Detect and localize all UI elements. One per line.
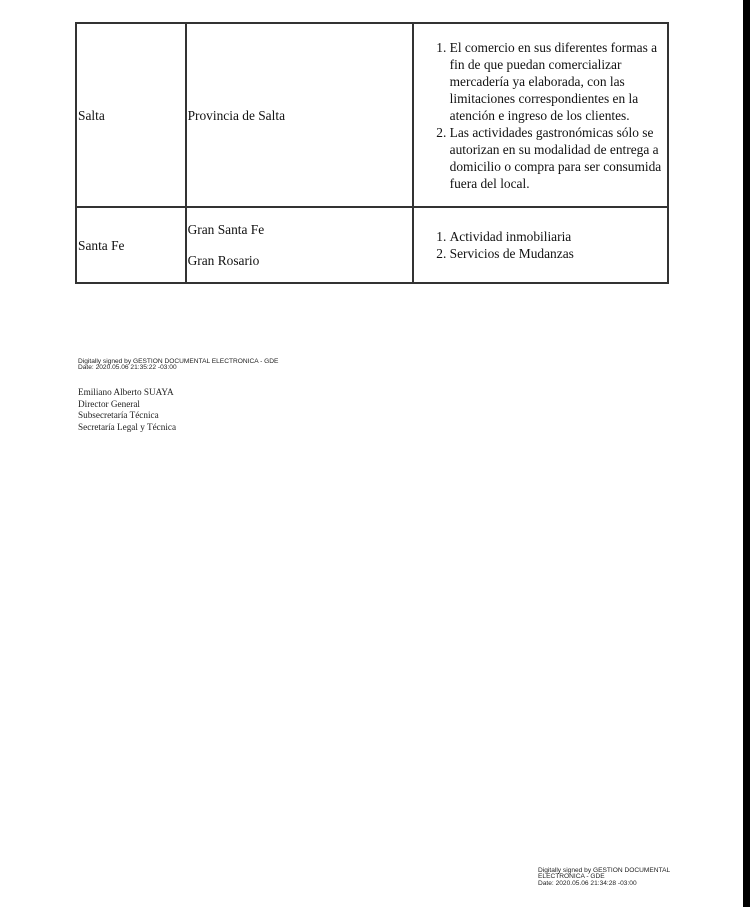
signer-role: Director General xyxy=(78,398,140,409)
regions-table xyxy=(75,22,669,284)
signature-line: Digitally signed by GESTION DOCUMENTAL ELECTRONICA - GDE xyxy=(78,358,279,365)
signer-office: Secretaría Legal y Técnica xyxy=(78,421,177,432)
province-cell: Salta xyxy=(76,23,186,207)
area-cell xyxy=(186,207,413,283)
activities-cell xyxy=(413,207,668,283)
list-item: 2. Las actividades gastronómicas sólo se autorizan en su modalidad de entrega a domicilio o compra para ser consumida fuera del local. xyxy=(450,124,663,192)
digital-signature-stamp xyxy=(78,359,278,372)
activities-list xyxy=(414,39,667,192)
province-cell: Santa Fe xyxy=(76,207,186,283)
table-row xyxy=(76,23,668,207)
area-name: Gran Santa Fe xyxy=(187,222,265,237)
signature-line: Digitally signed by GESTION DOCUMENTAL xyxy=(538,867,671,874)
list-item: 1. Actividad inmobiliaria xyxy=(450,228,663,245)
digital-signature-stamp xyxy=(538,868,688,887)
area-name: Gran Rosario xyxy=(187,253,260,268)
activities-cell xyxy=(413,23,668,207)
signer-name: Emiliano Alberto SUAYA xyxy=(78,387,174,397)
list-item: 1. El comercio en sus diferentes formas a fin de que puedan comercializar mercadería ya elaborada, con las limitaciones correspondientes en la atención e ingreso de los clientes. xyxy=(450,39,663,124)
signature-line: ELECTRONICA - GDE xyxy=(538,873,605,881)
signature-date: Date: 2020.05.06 21:35:22 -03:00 xyxy=(78,364,177,372)
area-cell xyxy=(186,23,413,207)
signer-unit: Subsecretaría Técnica xyxy=(78,410,159,420)
table-row xyxy=(76,207,668,283)
list-item: 2. Servicios de Mudanzas xyxy=(450,245,663,262)
activities-list xyxy=(414,228,667,262)
area-name: Provincia de Salta xyxy=(187,107,286,123)
signature-date: Date: 2020.05.06 21:34:28 -03:00 xyxy=(538,879,637,887)
signer-block xyxy=(78,387,176,433)
